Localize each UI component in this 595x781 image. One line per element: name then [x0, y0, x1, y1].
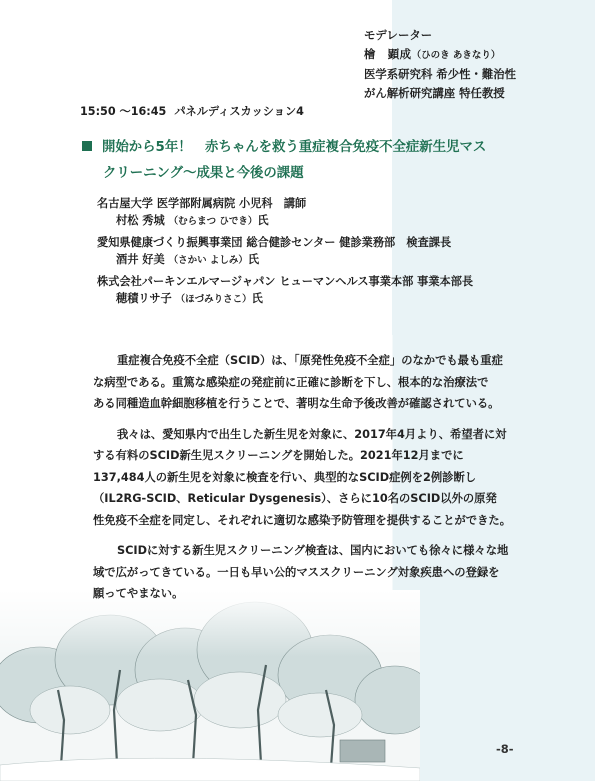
line-text: 我々は、愛知県内で出生した新生児を対象に、2017年4月より、希望者に対 [117, 427, 507, 441]
speaker-name-line [97, 251, 473, 269]
session-title [82, 135, 486, 187]
paragraph-3 [93, 540, 523, 605]
speaker-suffix: 氏 [257, 214, 269, 227]
speaker-affiliation: 名古屋大学 医学部附属病院 小児科 講師 [97, 197, 307, 210]
speaker-ruby: （さかい よしみ） [168, 255, 248, 266]
speaker-affiliation: 株式会社パーキンエルマージャパン ヒューマンヘルス事業本部 事業本部長 [97, 275, 474, 288]
page-number: -8- [496, 742, 514, 756]
speaker-ruby: （むらまつ ひでき） [168, 216, 258, 227]
paragraph-line [93, 540, 523, 562]
line-text: 重症複合免疫不全症（SCID）は、「原発性免疫不全症」のなかでも最も重症 [117, 354, 503, 367]
speaker-name: 村松 秀城 [116, 214, 165, 227]
paragraph-line: ある同種造血幹細胞移植を行うことで、著明な生命予後改善が確認されている。 [93, 397, 500, 410]
speaker-name: 穂積リサ子 [116, 292, 172, 305]
moderator-name-ruby: （ひのき あきなり） [411, 50, 501, 61]
moderator-name: 檜 顕成 [364, 47, 412, 61]
snowy-trees-photo [0, 590, 420, 781]
speaker-2 [97, 234, 473, 269]
speaker-1 [97, 195, 473, 230]
speaker-suffix: 氏 [247, 253, 260, 266]
paragraph-line: する有料のSCID新生児スクリーニングを開始した。2021年12月までに [93, 449, 464, 462]
session-label: パネルディスカッション4 [174, 105, 304, 118]
paragraph-line: （IL2RG-SCID、Reticular Dysgenesis）、さらに10名のSCID以外の原発 [93, 492, 497, 505]
paragraph-line: 性免疫不全症を同定し、それぞれに適切な感染予防管理を提供することができた。 [93, 513, 511, 527]
session-line [80, 103, 304, 119]
speaker-3 [97, 273, 473, 308]
speakers-list [97, 195, 473, 308]
paragraph-line [93, 350, 523, 372]
paragraph-line: 願ってやまない。 [93, 587, 184, 600]
title-text-2: クリーニング～成果と今後の課題 [103, 166, 304, 181]
title-line-1 [82, 135, 486, 161]
speaker-ruby: （ほづみりさこ） [175, 294, 252, 305]
abstract-body [93, 350, 523, 614]
paragraph-line: な病型である。重篤な感染症の発症前に正確に診断を下し、根本的な治療法で [93, 375, 489, 389]
paragraph-1 [93, 350, 523, 415]
speaker-name-line [97, 290, 473, 308]
paragraph-line: 域で広がってきている。一日も早い公的マススクリーニング対象疾患への登録を [93, 565, 500, 579]
paragraph-line [93, 424, 523, 446]
moderator-heading: モデレーター [364, 28, 433, 42]
speaker-affiliation: 愛知県健康づくり振興事業団 総合健診センター 健診業務部 検査課長 [97, 236, 452, 249]
speaker-name: 酒井 好美 [116, 253, 165, 266]
moderator-name-line [364, 45, 516, 65]
title-text-1: 開始から5年！ 赤ちゃんを救う重症複合免疫不全症新生児マス [102, 140, 487, 155]
square-bullet-icon [82, 141, 92, 151]
session-time: 15:50 ～16:45 [80, 105, 167, 118]
speaker-name-line [97, 212, 473, 230]
paragraph-2 [93, 424, 523, 532]
moderator-affiliation-2: がん解析研究講座 特任教授 [364, 86, 505, 100]
speaker-suffix: 氏 [251, 292, 263, 305]
moderator-block [364, 26, 516, 103]
moderator-affiliation-1: 医学系研究科 希少性・難治性 [364, 67, 517, 81]
paragraph-line: 137,484人の新生児を対象に検査を行い、典型的なSCID症例を2例診断し [93, 470, 477, 484]
line-text: SCIDに対する新生児スクリーニング検査は、国内においても徐々に様々な地 [117, 544, 509, 557]
